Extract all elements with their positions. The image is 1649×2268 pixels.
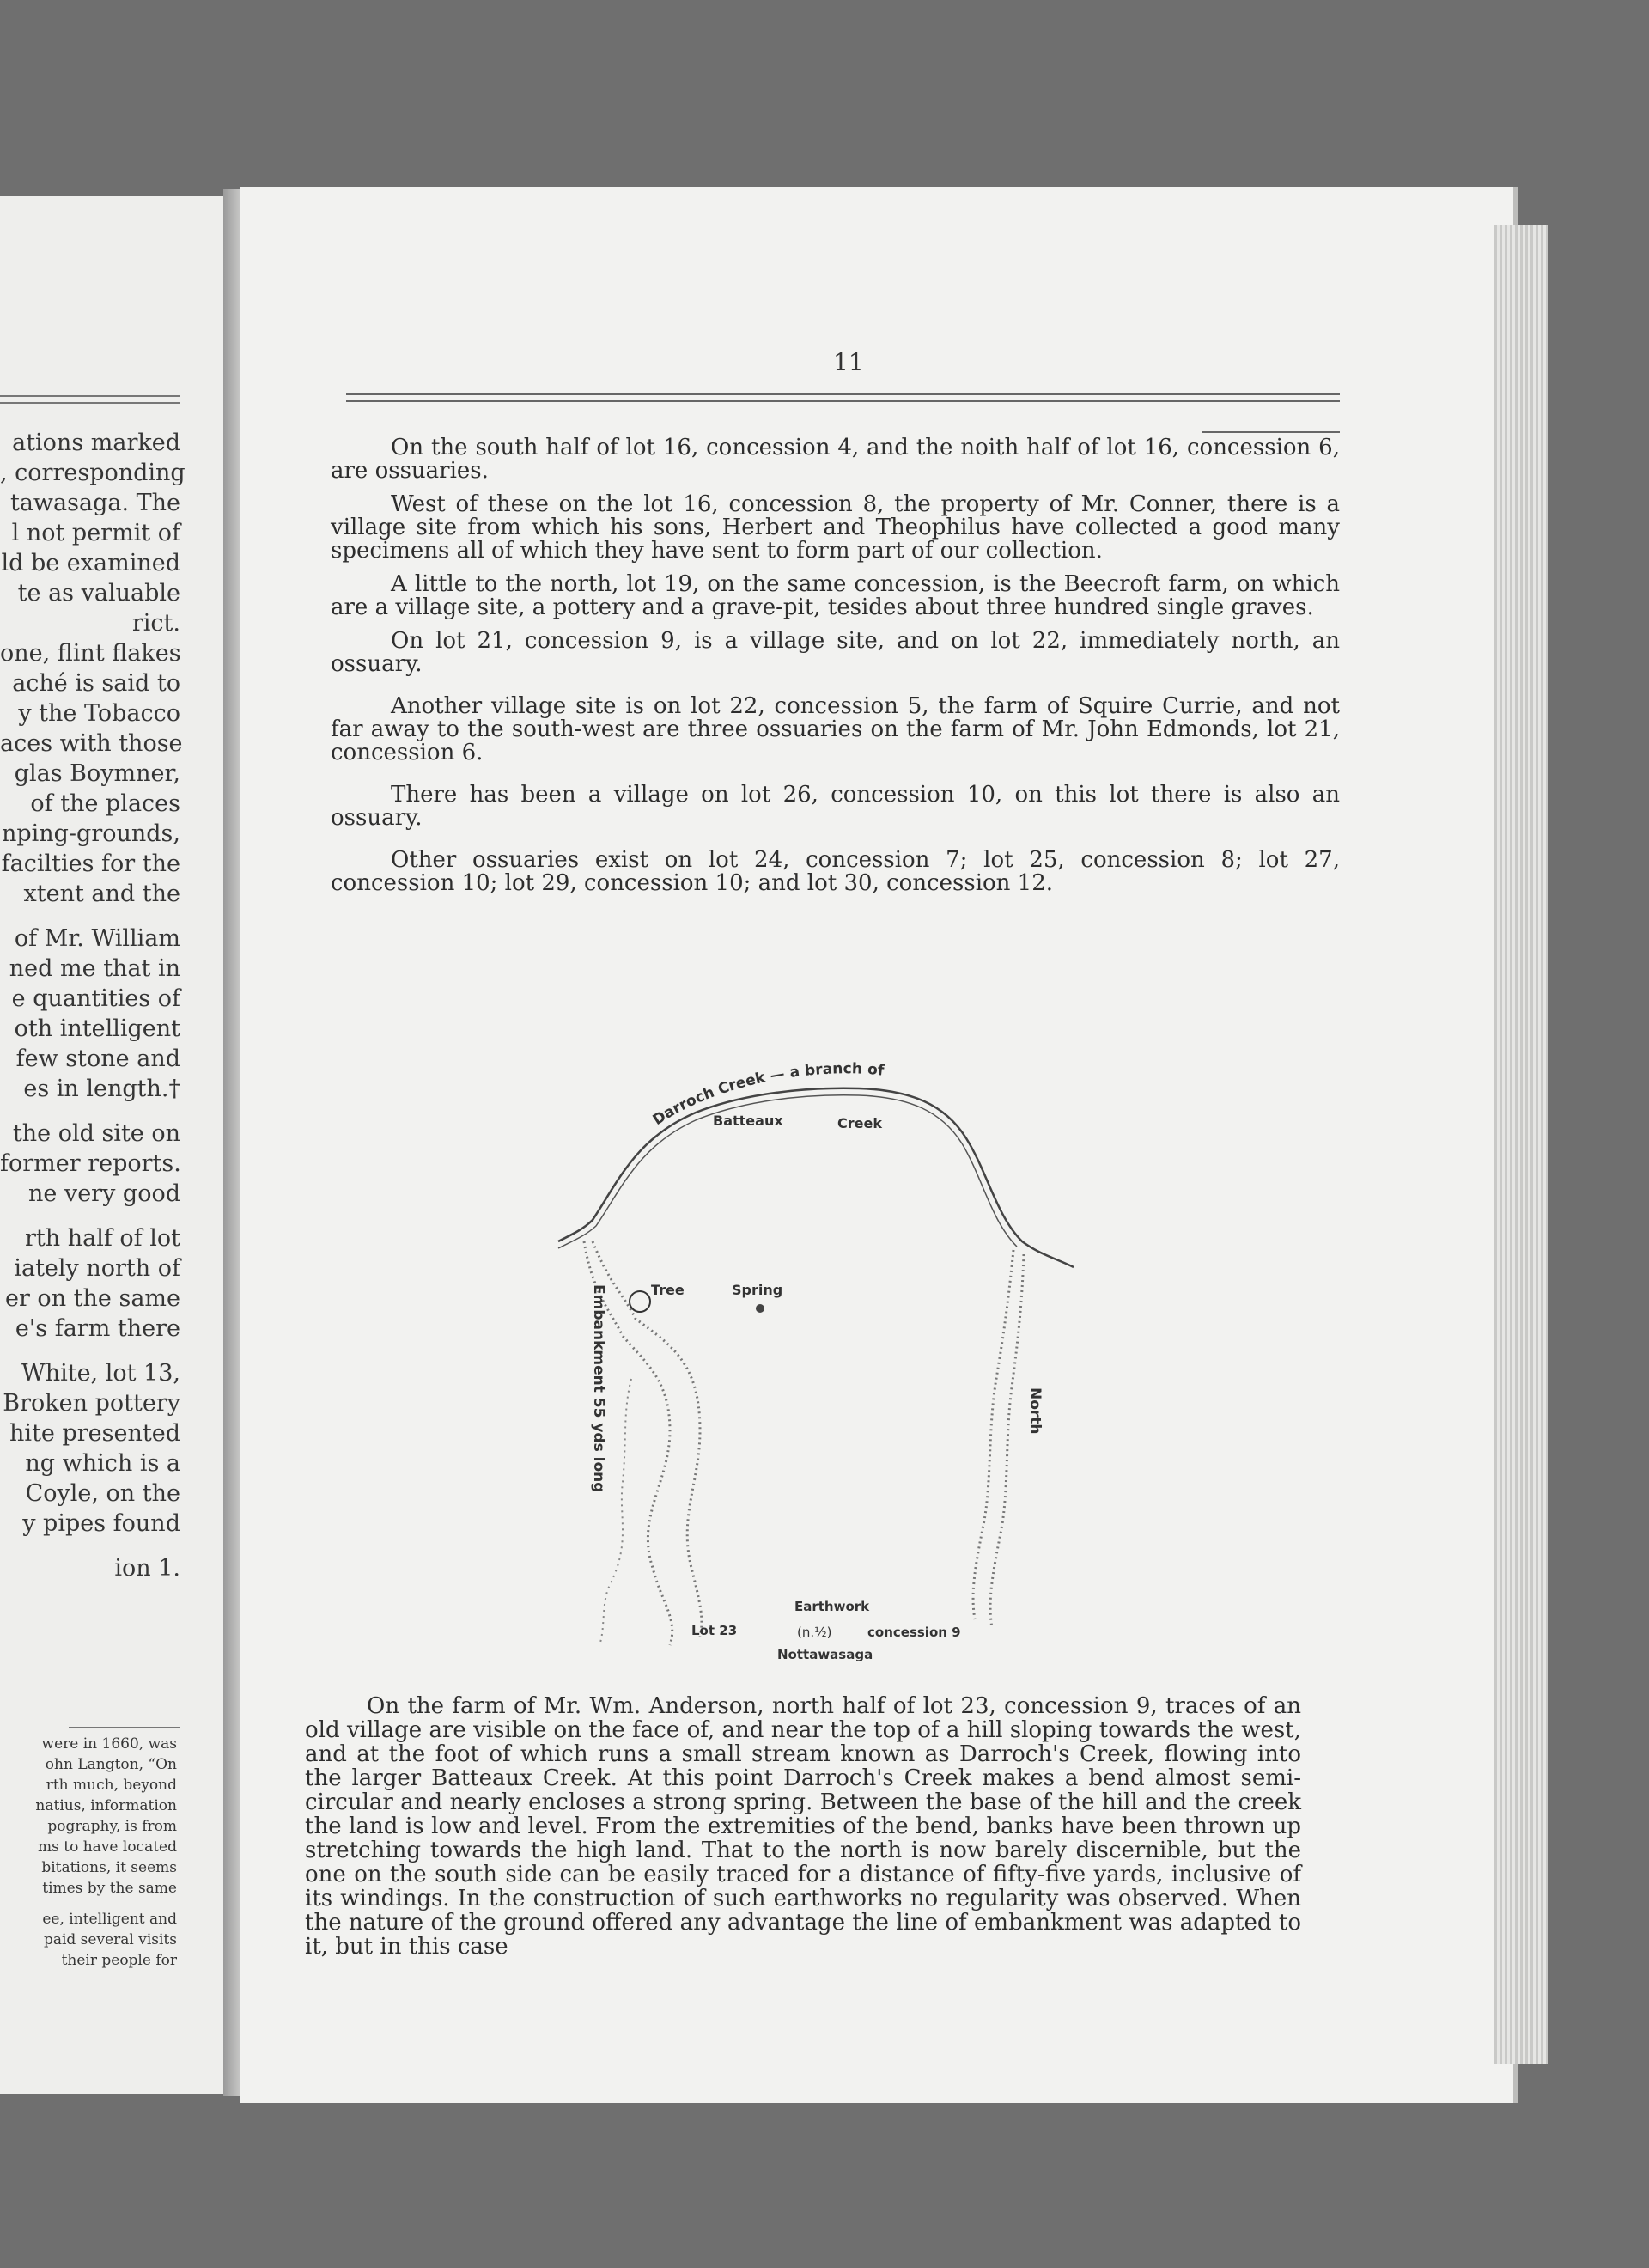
- left-page-line: the old site on: [12, 1120, 180, 1147]
- header-rule-3: [1202, 431, 1340, 433]
- left-page-line: y pipes found: [22, 1510, 180, 1537]
- left-page-line: tawasaga. The: [9, 490, 180, 516]
- left-footnote-line: natius, information: [35, 1797, 177, 1814]
- left-page-text: [0, 428, 186, 1583]
- page-edge: [1494, 225, 1548, 2064]
- embankment-west-2: [593, 1241, 702, 1637]
- left-page-footnotes: [0, 1734, 177, 1971]
- tree-label: Tree: [651, 1282, 685, 1298]
- caption-township: Nottawasaga: [777, 1647, 873, 1662]
- left-page-line: [0, 1104, 180, 1119]
- left-footnote-line: bitations, it seems: [41, 1859, 177, 1876]
- left-page-line: er on the same: [4, 1285, 180, 1312]
- left-page-line: ld be examined: [1, 550, 180, 576]
- left-page-line: few stone and: [15, 1046, 180, 1072]
- paragraph-5: Another village site is on lot 22, concession 5, the farm of Squire Currie, and not far away to the south-west are three ossuaries on the farm of Mr. John Edmonds, lot 21, concession 6.: [331, 693, 1340, 765]
- creek-outer: [558, 1088, 1074, 1267]
- left-page-line: , corresponding: [0, 460, 186, 486]
- paragraph-2: West of these on the lot 16, concession 8, the property of Mr. Conner, there is a village site from which his sons, Herbert and Theophilus have collected a good many specimens all of which they have sent to form part of our collection.: [331, 491, 1340, 564]
- left-footnote-line: their people for: [61, 1952, 177, 1969]
- left-footnote-line: were in 1660, was: [41, 1735, 177, 1753]
- embankment-label: Embankment 55 yds long: [590, 1284, 607, 1493]
- left-page-line: former reports.: [0, 1150, 181, 1177]
- left-page-line: ations marked: [12, 430, 180, 456]
- paragraph-7: Other ossuaries exist on lot 24, concession 7; lot 25, concession 8; lot 27, concession 10; lot 29, concession 10; and lot 30, concession 12.: [331, 847, 1340, 896]
- left-page-line: of the places: [30, 790, 180, 817]
- earthwork-map: [541, 1035, 1091, 1671]
- left-page-line: of Mr. William: [14, 925, 180, 952]
- left-page-line: e quantities of: [11, 985, 180, 1012]
- lower-text: [305, 1694, 1301, 1959]
- left-page-line: rict.: [131, 610, 180, 637]
- left-page-line: oth intelligent: [14, 1015, 180, 1042]
- caption-lot: Lot 23: [691, 1623, 738, 1638]
- header-rule: [346, 393, 1340, 395]
- header-rule-2: [346, 400, 1340, 402]
- left-page-line: te as valuable: [17, 580, 180, 607]
- left-page-line: xtent and the: [23, 881, 180, 907]
- left-page-line: Broken pottery: [3, 1390, 180, 1417]
- left-page-line: Coyle, on the: [25, 1480, 180, 1507]
- left-page-line: iately north of: [14, 1255, 180, 1282]
- left-page-line: facilties for the: [1, 850, 180, 877]
- left-footnote-line: pography, is from: [47, 1818, 177, 1835]
- left-page-line: ne very good: [27, 1180, 180, 1207]
- left-top-rule-2: [0, 402, 180, 404]
- left-page-line: aché is said to: [12, 670, 180, 697]
- left-footnote-line: ms to have located: [38, 1838, 177, 1856]
- creek-label: Creek: [837, 1115, 882, 1131]
- tree-icon: [630, 1291, 650, 1312]
- left-page-line: ion 1.: [114, 1555, 180, 1582]
- embankment-east-2: [990, 1254, 1024, 1628]
- paragraph-anderson: On the farm of Mr. Wm. Anderson, north half of lot 23, concession 9, traces of an old village are visible on the face of, and near the top of a hill sloping towards the west, and at the foot of which runs a small stream known as Darroch's Creek, flowing into the larger Batteaux Creek. At this point Darroch's Creek makes a bend almost semi-circular and nearly encloses a strong spring. Between the base of the hill and the creek the land is low and level. From the extremities of the bend, banks have been thrown up stretching towards the high land. That to the north is now barely discernible, but the one on the south side can be easily traced for a distance of fifty-five yards, inclusive of its windings. In the construction of such earthworks no regularity was observed. When the nature of the ground offered any advantage the line of embankment was adapted to it, but in this case: [305, 1693, 1301, 1960]
- caption-nh: (n.½): [797, 1625, 832, 1640]
- paragraph-6: There has been a village on lot 26, concession 10, on this lot there is also an ossuary.: [331, 782, 1340, 831]
- left-page-line: [0, 1209, 180, 1223]
- north-label: North: [1026, 1387, 1044, 1435]
- left-page-line: e's farm there: [15, 1315, 180, 1342]
- left-page-line: glas Boymner,: [14, 760, 180, 787]
- spring-icon: [756, 1304, 764, 1313]
- left-footnote-line: paid several visits: [43, 1931, 177, 1948]
- left-footnote-line: rth much, beyond: [46, 1777, 177, 1794]
- left-page-line: ng which is a: [25, 1450, 180, 1477]
- left-footnote-line: ee, intelligent and: [42, 1911, 177, 1928]
- left-page-line: aces with those: [0, 730, 183, 757]
- left-footnote-line: [0, 1899, 177, 1909]
- left-page-line: [0, 909, 180, 924]
- main-text: [331, 436, 1340, 905]
- left-page-line: es in length.†: [23, 1076, 180, 1102]
- left-top-rule: [0, 395, 180, 397]
- left-page-line: [0, 1344, 180, 1358]
- left-page-line: one, flint flakes: [0, 640, 181, 667]
- creek-name-label: Darroch Creek — a branch of: [649, 1060, 885, 1130]
- left-page-line: ned me that in: [9, 955, 180, 982]
- batteaux-label: Batteaux: [713, 1113, 783, 1129]
- paragraph-3: A little to the north, lot 19, on the same concession, is the Beecroft farm, on which are a village site, a pottery and a grave-pit, tesides about three hundred single graves.: [331, 571, 1340, 620]
- left-page-line: [0, 1539, 180, 1553]
- paragraph-4: On lot 21, concession 9, is a village site, and on lot 22, immediately north, an ossuary.: [331, 628, 1340, 677]
- left-page-line: y the Tobacco: [18, 700, 180, 727]
- left-page-line: nping-grounds,: [1, 820, 180, 847]
- spring-label: Spring: [732, 1282, 783, 1298]
- left-footnote-line: times by the same: [42, 1880, 177, 1897]
- left-page-line: l not permit of: [11, 520, 180, 546]
- left-footnote-line: ohn Langton, “On: [45, 1756, 177, 1773]
- left-page-line: hite presented: [9, 1420, 180, 1447]
- paragraph-1: On the south half of lot 16, concession 4, and the noith half of lot 16, concession 6, are ossuaries.: [331, 435, 1340, 484]
- caption-earthwork: Earthwork: [794, 1599, 870, 1614]
- left-page-line: rth half of lot: [25, 1225, 180, 1252]
- left-page-line: White, lot 13,: [21, 1360, 180, 1387]
- caption-concession: concession 9: [867, 1625, 961, 1640]
- page-number: 11: [833, 348, 864, 376]
- left-footnote-rule: [69, 1727, 180, 1728]
